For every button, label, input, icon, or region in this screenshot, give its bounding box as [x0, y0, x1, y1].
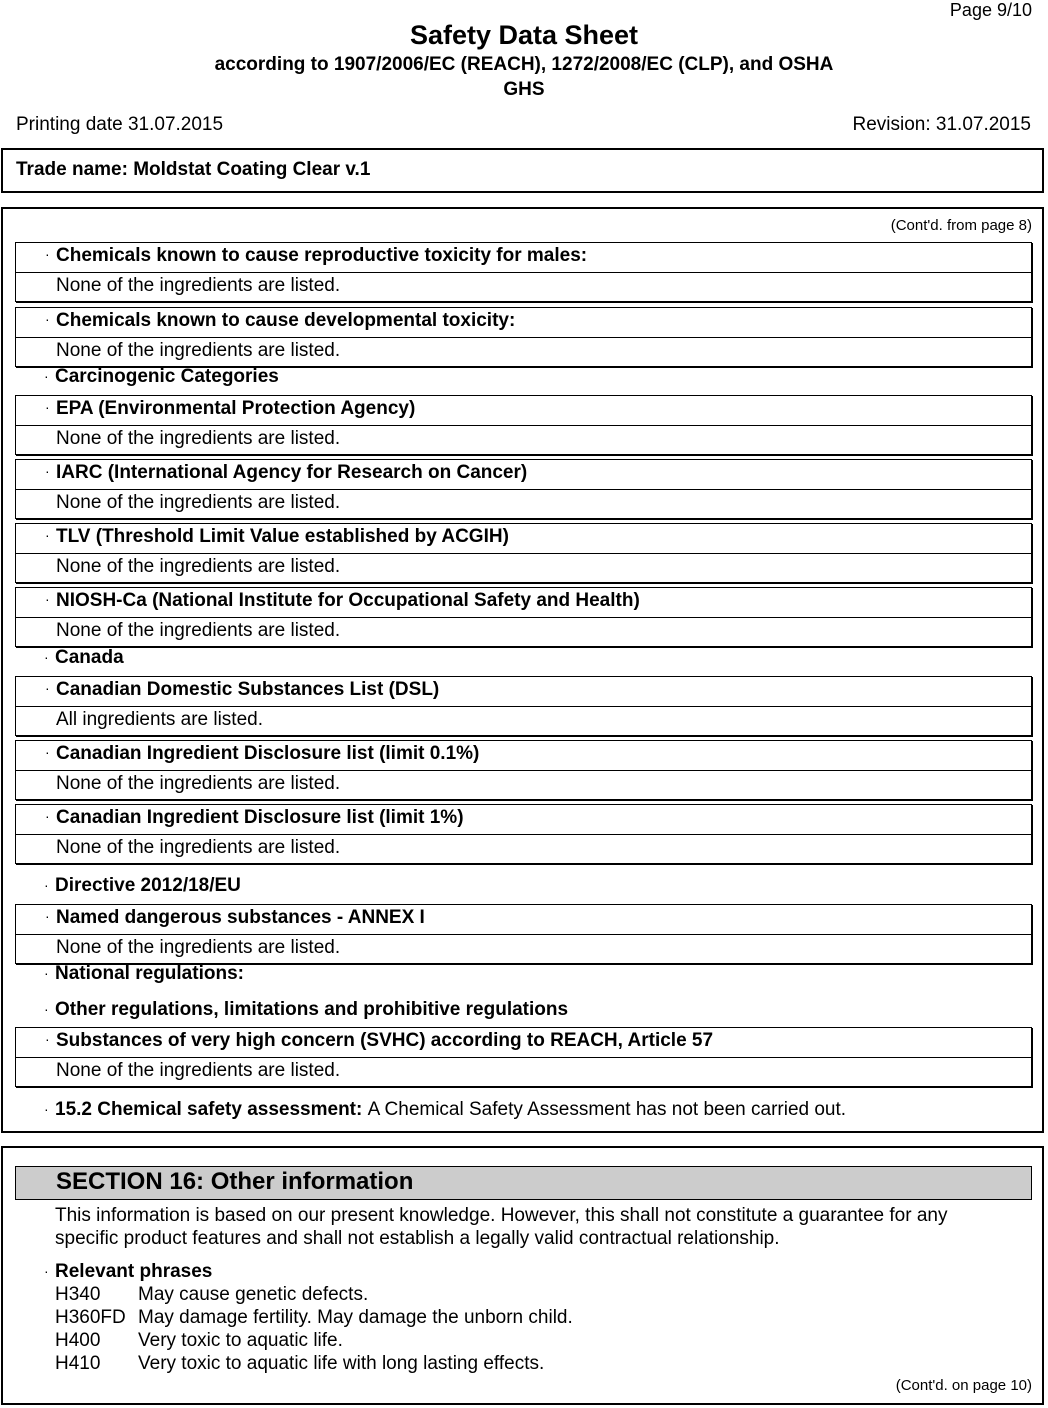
csa-value: A Chemical Safety Assessment has not been carried out. — [367, 1099, 847, 1120]
section-16-title: SECTION 16: Other information — [56, 1168, 414, 1195]
bullet: · — [44, 877, 49, 893]
cidl-1-table — [15, 804, 1032, 864]
cidl-01-table — [15, 740, 1032, 800]
phrase-text: May cause genetic defects. — [138, 1284, 369, 1305]
repro-males-heading: Chemicals known to cause reproductive toxicity for males: — [56, 245, 588, 266]
csa-label: 15.2 Chemical safety assessment: — [55, 1099, 363, 1120]
cidl-01-value: None of the ingredients are listed. — [56, 773, 341, 794]
bullet: · — [45, 527, 50, 543]
epa-heading: EPA (Environmental Protection Agency) — [56, 398, 416, 419]
bullet: · — [45, 1031, 50, 1047]
document-title: Safety Data Sheet — [409, 20, 639, 50]
phrase-code: H410 — [55, 1353, 101, 1374]
tlv-table — [15, 523, 1032, 583]
annex-heading: Named dangerous substances - ANNEX I — [56, 907, 425, 928]
directive-heading: Directive 2012/18/EU — [55, 875, 241, 896]
phrase-text: Very toxic to aquatic life. — [138, 1330, 343, 1351]
dsl-value: All ingredients are listed. — [56, 709, 263, 730]
relevant-phrases-heading: Relevant phrases — [55, 1261, 213, 1282]
epa-value: None of the ingredients are listed. — [56, 428, 341, 449]
document-subtitle-line2: GHS — [503, 79, 545, 100]
cidl-1-heading: Canadian Ingredient Disclosure list (limit 1%) — [56, 807, 464, 828]
bullet: · — [44, 368, 49, 384]
canada-line — [15, 647, 1032, 673]
directive-line — [15, 875, 1032, 901]
bullet: · — [45, 463, 50, 479]
tlv-value: None of the ingredients are listed. — [56, 556, 341, 577]
tlv-heading: TLV (Threshold Limit Value established by ACGIH) — [56, 526, 509, 547]
cidl-01-heading: Canadian Ingredient Disclosure list (limit 0.1%) — [56, 743, 480, 764]
chemical-safety-assessment-heading — [55, 1099, 846, 1121]
developmental-table — [15, 307, 1032, 367]
iarc-value: None of the ingredients are listed. — [56, 492, 341, 513]
repro-males-table — [15, 242, 1032, 302]
bullet: · — [45, 908, 50, 924]
bullet: · — [44, 649, 49, 665]
phrase-code: H400 — [55, 1330, 101, 1351]
bullet: · — [44, 1001, 49, 1017]
cidl-1-value: None of the ingredients are listed. — [56, 837, 341, 858]
bullet: · — [45, 744, 50, 760]
document-subtitle-line1: according to 1907/2006/EC (REACH), 1272/2008/EC (CLP), and OSHA — [214, 54, 834, 75]
national-regulations-heading: National regulations: — [55, 963, 244, 984]
iarc-heading: IARC (International Agency for Research on Cancer) — [56, 462, 528, 483]
phrase-code: H340 — [55, 1284, 101, 1305]
dsl-table — [15, 676, 1032, 736]
bullet: · — [45, 246, 50, 262]
svhc-value: None of the ingredients are listed. — [56, 1060, 341, 1081]
page-number: Page 9/10 — [949, 0, 1032, 20]
svhc-table — [15, 1027, 1032, 1087]
printing-date: Printing date 31.07.2015 — [16, 114, 224, 135]
carcinogenic-categories-line — [15, 366, 1032, 392]
bullet: · — [44, 965, 49, 981]
niosh-value: None of the ingredients are listed. — [56, 620, 341, 641]
phrase-code: H360FD — [55, 1307, 126, 1328]
national-regulations-line — [15, 963, 1032, 989]
disclaimer-line1: This information is based on our present knowledge. However, this shall not constitute a guarantee for any — [55, 1205, 948, 1226]
dsl-heading: Canadian Domestic Substances List (DSL) — [56, 679, 440, 700]
other-regulations-line — [15, 999, 1032, 1025]
annex-value: None of the ingredients are listed. — [56, 937, 341, 958]
niosh-heading: NIOSH-Ca (National Institute for Occupational Safety and Health) — [56, 590, 640, 611]
continued-from-note: (Cont'd. from page 8) — [890, 217, 1032, 234]
phrase-text: Very toxic to aquatic life with long lasting effects. — [138, 1353, 545, 1374]
niosh-table — [15, 587, 1032, 647]
phrase-text: May damage fertility. May damage the unborn child. — [138, 1307, 573, 1328]
bullet: · — [45, 680, 50, 696]
bullet: · — [45, 591, 50, 607]
other-regulations-heading: Other regulations, limitations and prohibitive regulations — [55, 999, 569, 1020]
annex-table — [15, 904, 1032, 964]
bullet: · — [44, 1101, 49, 1117]
repro-males-value: None of the ingredients are listed. — [56, 275, 341, 296]
bullet: · — [45, 311, 50, 327]
bullet: · — [45, 399, 50, 415]
trade-name: Trade name: Moldstat Coating Clear v.1 — [16, 159, 371, 180]
carcinogenic-categories-heading: Carcinogenic Categories — [55, 366, 279, 387]
epa-table — [15, 395, 1032, 455]
section-16-header — [15, 1166, 1032, 1200]
developmental-value: None of the ingredients are listed. — [56, 340, 341, 361]
chemical-safety-assessment-line — [15, 1099, 1032, 1125]
developmental-heading: Chemicals known to cause developmental toxicity: — [56, 310, 516, 331]
disclaimer-line2: specific product features and shall not establish a legally valid contractual relationship. — [55, 1228, 780, 1249]
iarc-table — [15, 459, 1032, 519]
bullet: · — [44, 1263, 49, 1279]
bullet: · — [45, 808, 50, 824]
svhc-heading: Substances of very high concern (SVHC) according to REACH, Article 57 — [56, 1030, 714, 1051]
canada-heading: Canada — [55, 647, 124, 668]
revision-date: Revision: 31.07.2015 — [852, 114, 1031, 135]
continued-on-note: (Cont'd. on page 10) — [895, 1377, 1032, 1394]
